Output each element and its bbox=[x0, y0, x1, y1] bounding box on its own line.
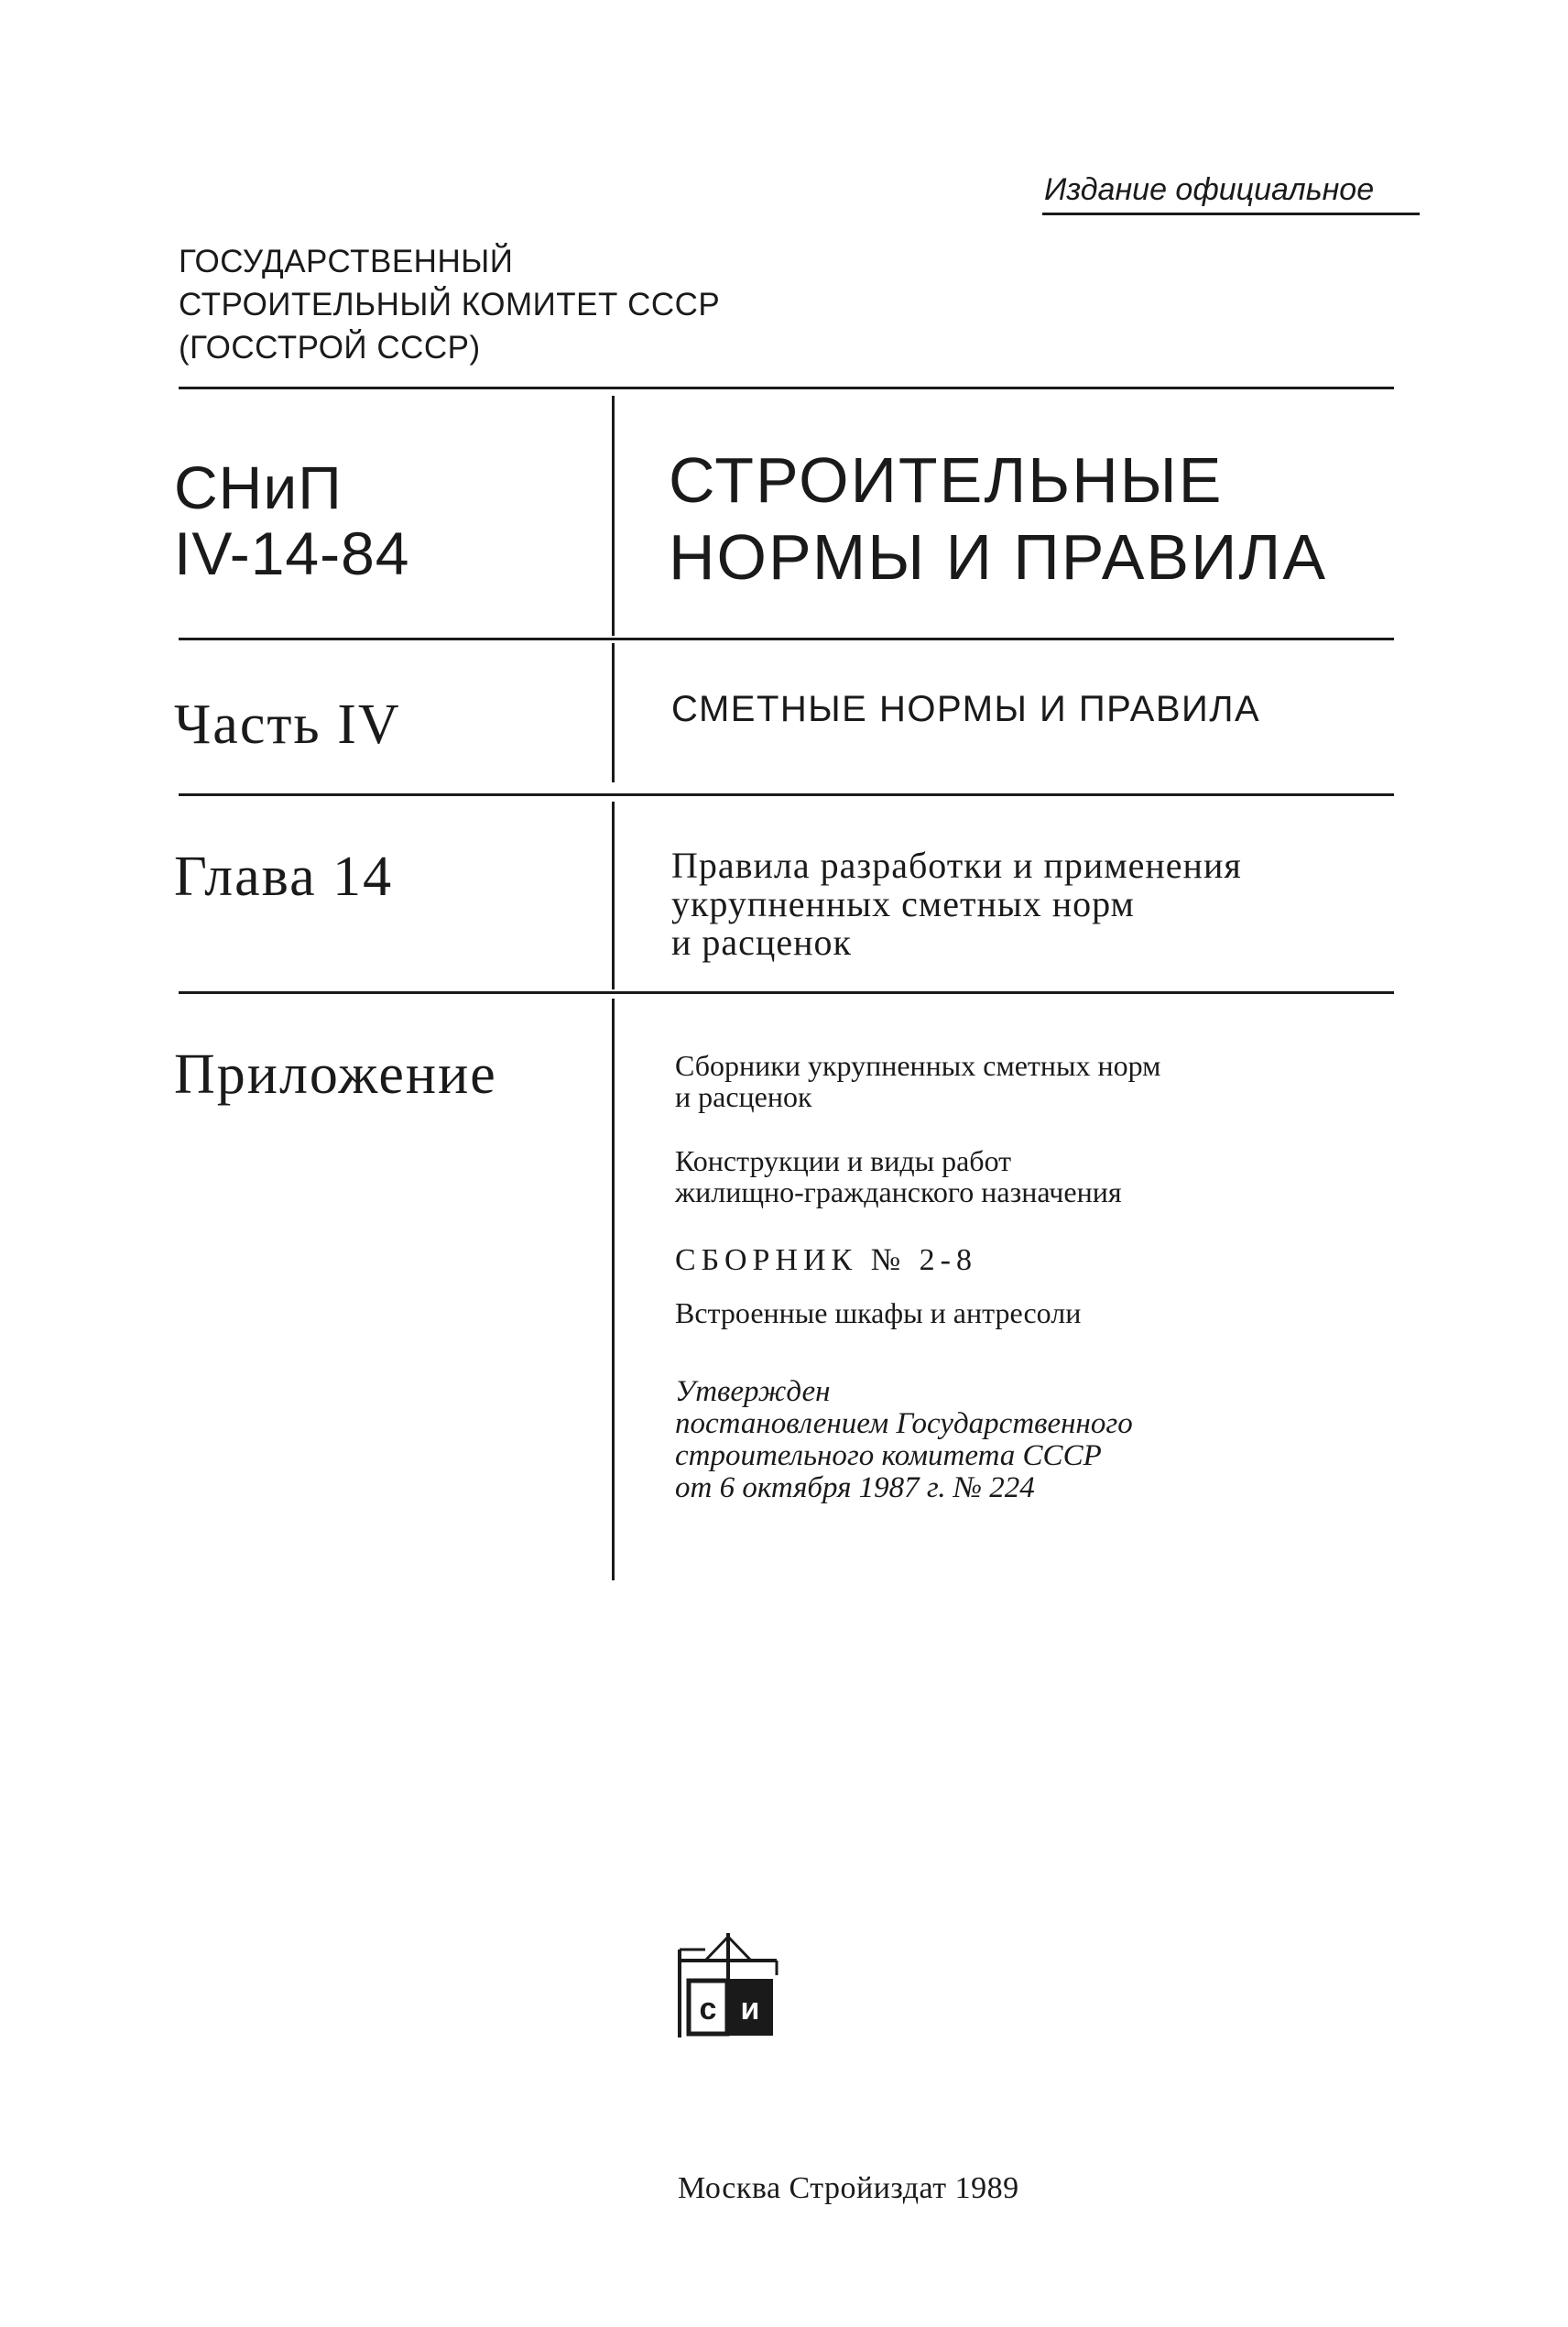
snip-line: СНиП bbox=[174, 453, 343, 521]
divider-rule bbox=[179, 991, 1394, 994]
document-title bbox=[669, 442, 1327, 595]
constructions-heading bbox=[675, 1145, 1122, 1207]
chapter-title-line: укрупненных сметных норм bbox=[671, 883, 1135, 924]
collections-heading bbox=[675, 1050, 1160, 1112]
divider-rule bbox=[179, 793, 1394, 796]
svg-text:и: и bbox=[740, 1992, 760, 2027]
column-divider bbox=[612, 802, 615, 989]
approval-line: строительного комитета СССР bbox=[675, 1439, 1102, 1472]
constructions-line: Конструкции и виды работ bbox=[675, 1144, 1012, 1177]
org-line: ГОСУДАРСТВЕННЫЙ bbox=[179, 244, 514, 279]
organization-block bbox=[179, 240, 720, 369]
collections-line: и расценок bbox=[675, 1080, 812, 1113]
org-line: (ГОССТРОЙ СССР) bbox=[179, 330, 481, 366]
chapter-title-line: и расценок bbox=[671, 922, 852, 963]
official-edition-label: Издание официальное bbox=[1044, 172, 1375, 207]
org-line: СТРОИТЕЛЬНЫЙ КОМИТЕТ СССР bbox=[179, 287, 721, 322]
sbornik-number: СБОРНИК № 2-8 bbox=[675, 1243, 977, 1277]
chapter-title bbox=[671, 847, 1242, 962]
snip-line: IV-14-84 bbox=[174, 519, 410, 587]
appendix-label: Приложение bbox=[174, 1043, 497, 1106]
collections-line: Сборники укрупненных сметных норм bbox=[675, 1049, 1161, 1082]
approval-line: Утвержден bbox=[675, 1375, 831, 1408]
official-edition-underline bbox=[1042, 213, 1420, 215]
logo-graphic bbox=[669, 1924, 788, 2043]
title-line: СТРОИТЕЛЬНЫЕ bbox=[669, 444, 1224, 516]
part-title: СМЕТНЫЕ НОРМЫ И ПРАВИЛА bbox=[671, 689, 1261, 729]
approval-line: от 6 октября 1987 г. № 224 bbox=[675, 1471, 1035, 1504]
approval-line: постановлением Государственного bbox=[675, 1407, 1133, 1440]
snip-code bbox=[174, 454, 410, 586]
column-divider bbox=[612, 396, 615, 636]
constructions-line: жилищно-гражданского назначения bbox=[675, 1175, 1122, 1208]
stroyizdat-logo-icon bbox=[669, 1924, 788, 2043]
title-line: НОРМЫ И ПРАВИЛА bbox=[669, 521, 1328, 593]
approval-note bbox=[675, 1376, 1133, 1504]
divider-rule bbox=[179, 638, 1394, 640]
part-label: Часть IV bbox=[174, 694, 401, 756]
column-divider bbox=[612, 643, 615, 782]
chapter-title-line: Правила разработки и применения bbox=[671, 845, 1242, 886]
publisher-line: Москва Стройиздат 1989 bbox=[678, 2171, 1019, 2205]
divider-rule bbox=[179, 387, 1394, 389]
chapter-label: Глава 14 bbox=[174, 846, 394, 908]
sbornik-title: Встроенные шкафы и антресоли bbox=[675, 1296, 1082, 1329]
svg-text:с: с bbox=[699, 1992, 717, 2027]
column-divider bbox=[612, 999, 615, 1580]
